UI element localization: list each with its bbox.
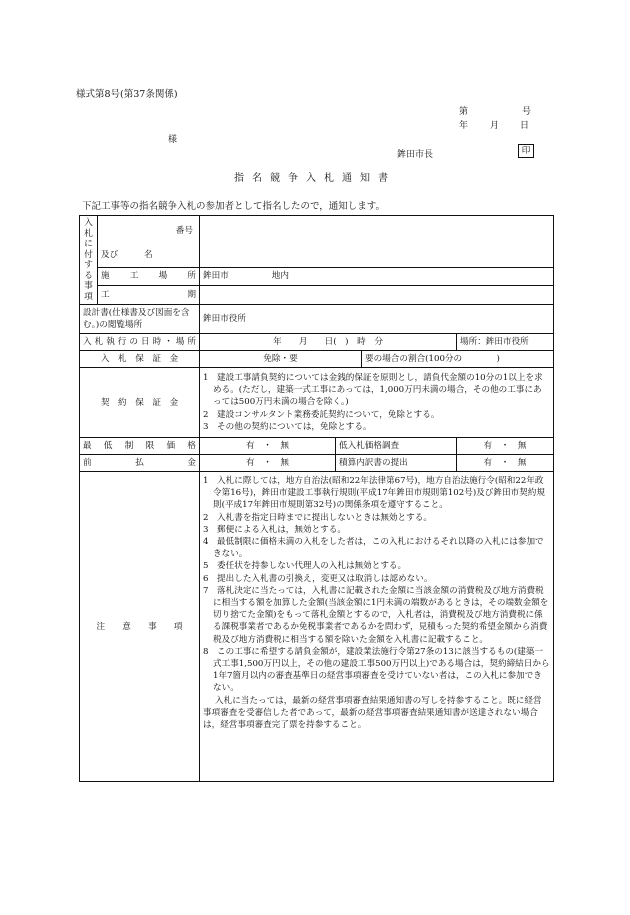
contract-bond-line: 3 その他の契約については，免除とする。 bbox=[203, 421, 372, 432]
notice-table bbox=[79, 215, 554, 782]
section-label-vertical: 入 札 に 付 す る 事 項 bbox=[80, 216, 98, 305]
issuer-name: 鉾田市長 bbox=[397, 150, 434, 160]
note-paragraph: 入札に当たっては，最新の経営事項審査結果通知書の写しを持参すること。既に経営事項審査を受審信した者であって，最新の経営事項審査結果通知書が送達されない場合は，経営事項審査完了票を持参すること。 bbox=[203, 695, 542, 731]
name-label: 及び 名 bbox=[101, 250, 153, 261]
note-item: 5 委任状を持参しない代理人の入札は無効とする。 bbox=[203, 561, 407, 572]
contract-bond-line: 1 建設工事請負契約については金銭的保証を原則とし，請負代金額の10分の1以上を求める。(ただし，建築一式工事にあっては，1,000万円未満の場合，その他の工事にあっては500万円未満の場合を除く。) bbox=[203, 372, 543, 408]
number-name-label bbox=[98, 216, 200, 268]
number-prefix: 第 bbox=[459, 107, 469, 117]
number-name-value[interactable] bbox=[200, 216, 554, 268]
bond-label: 入 札 保 証 金 bbox=[80, 351, 200, 368]
note-item: 7 落札決定に当たっては，入札書に記載された金額に当該金額の消費税及び地方消費税に相当する額を加算した金額(当該金額に1円未満の端数があるときは，その端数金額を切り捨てた金額)をもって落札金額とするので，入札者は，消費税及び地方消費税に係る課税事業者であるか免税事業者であるかを問わず，見積もった契約希望金額から消費税及び地方消費税に相当する額を除いた金額を入札書に記載すること。 bbox=[203, 585, 549, 645]
notes-content bbox=[200, 472, 554, 782]
addressee-honorific: 様 bbox=[168, 135, 178, 145]
period-label: 工 期 bbox=[98, 286, 200, 305]
contract-bond-content bbox=[200, 368, 554, 438]
min-price-value: 有 ・ 無 bbox=[200, 438, 336, 455]
month-label: 月 bbox=[490, 121, 500, 131]
note-item: 3 郵便による入札は，無効とする。 bbox=[203, 524, 346, 535]
day-label: 日 bbox=[520, 121, 530, 131]
advance-value: 有 ・ 無 bbox=[200, 455, 336, 472]
year-label: 年 bbox=[459, 121, 469, 131]
note-item: 4 最低制限に価格未満の入札をした者は，この入札におけるそれ以降の入札には参加できない。 bbox=[203, 537, 544, 560]
number-suffix: 号 bbox=[522, 107, 532, 117]
note-item: 1 入札に際しては，地方自治法(昭和22年法律第67号)，地方自治法施行令(昭和22年政令第16号)，鉾田市建設工事執行規則(平成17年鉾田市規則第102号)及び鉾田市契約規則(平成17年鉾田市規則第32号)の関係条項を遵守すること。 bbox=[203, 476, 545, 511]
place-value: 場所：鉾田市役所 bbox=[457, 334, 554, 351]
note-item: 8 この工事に希望する請負金額が，建設業法施行令第27条の13に該当するもの(建築一式工事1,500万円以上，その他の建設工事500万円以上)である場合は，契約締結日から1年7箇月以内の審査基準日の経営事項審査を受けていない者は，この入札に参加できない。 bbox=[203, 646, 550, 694]
datetime-value: 年 月 日( ) 時 分 bbox=[200, 334, 457, 351]
low-bid-label: 低入札価格調査 bbox=[336, 438, 457, 455]
low-bid-value: 有 ・ 無 bbox=[457, 438, 554, 455]
site-value: 鉾田市 地内 bbox=[200, 267, 554, 286]
intro-text: 下記工事等の指名競争入札の参加者として指名したので，通知します。 bbox=[82, 201, 386, 212]
datetime-label: 入札執行の日時・場所 bbox=[80, 334, 200, 351]
docs-value: 鉾田市役所 bbox=[200, 305, 554, 334]
note-item: 2 入札書を指定日時までに提出しないときは無効とする。 bbox=[203, 512, 432, 523]
docs-label: 設計書(仕様書及び図面を含む。)の閲覧場所 bbox=[80, 305, 200, 334]
bond-value: 免除・要 bbox=[200, 351, 362, 368]
site-label: 施 工 場 所 bbox=[98, 267, 200, 286]
seal-box: 印 bbox=[518, 144, 534, 158]
number-label: 番号 bbox=[175, 226, 193, 237]
min-price-label: 最 低 制 限 価 格 bbox=[80, 438, 200, 455]
bond-ratio: 要の場合の割合(100分の ) bbox=[362, 351, 554, 368]
estimate-label: 積算内訳書の提出 bbox=[336, 455, 457, 472]
contract-bond-label: 契 約 保 証 金 bbox=[80, 368, 200, 438]
advance-label: 前 払 金 bbox=[80, 455, 200, 472]
period-value[interactable] bbox=[200, 286, 554, 305]
form-number: 様式第8号(第37条関係) bbox=[76, 89, 178, 100]
estimate-value: 有 ・ 無 bbox=[457, 455, 554, 472]
document-title: 指名競争入札通知書 bbox=[234, 173, 396, 184]
note-item: 6 提出した入札書の引換え，変更又は取消しは認めない。 bbox=[203, 573, 433, 584]
contract-bond-line: 2 建設コンサルタント業務委託契約について，免除とする。 bbox=[203, 409, 440, 420]
notes-label: 注 意 事 項 bbox=[80, 472, 200, 782]
